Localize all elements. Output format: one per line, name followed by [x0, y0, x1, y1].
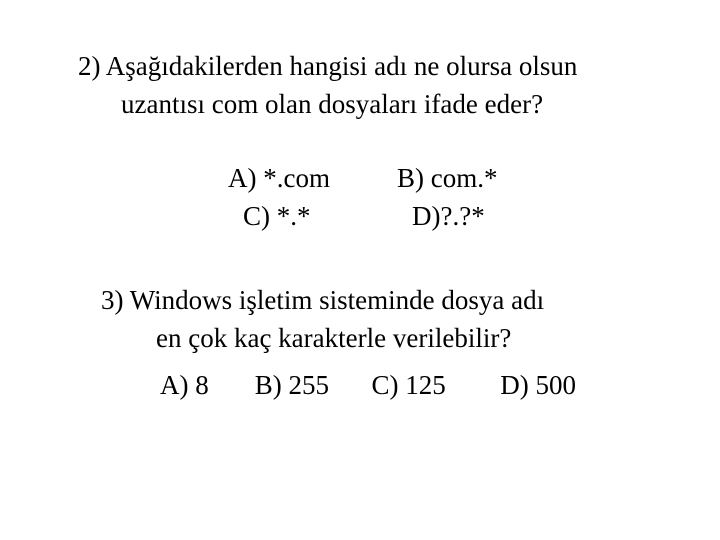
question-2-option-a: A) *.com	[228, 163, 330, 193]
question-2-option-b: B) com.*	[397, 163, 498, 193]
question-2-text-line-1: 2) Aşağıdakilerden hangisi adı ne olursa olsun	[78, 51, 578, 81]
question-3-text-line-2: en çok kaç karakterle verilebilir?	[156, 323, 512, 353]
question-2-option-d: D)?.?*	[412, 201, 485, 231]
question-3-option-a: A) 8	[160, 370, 209, 400]
question-2-text-line-2: uzantısı com olan dosyaları ifade eder?	[121, 89, 544, 119]
question-3-options	[160, 370, 576, 400]
question-3-option-c: C) 125	[371, 370, 446, 400]
question-3-option-d: D) 500	[500, 370, 576, 400]
question-2-option-c: C) *.*	[243, 201, 311, 231]
question-3-text-line-1: 3) Windows işletim sisteminde dosya adı	[101, 285, 545, 315]
question-3-option-b: B) 255	[254, 370, 329, 400]
